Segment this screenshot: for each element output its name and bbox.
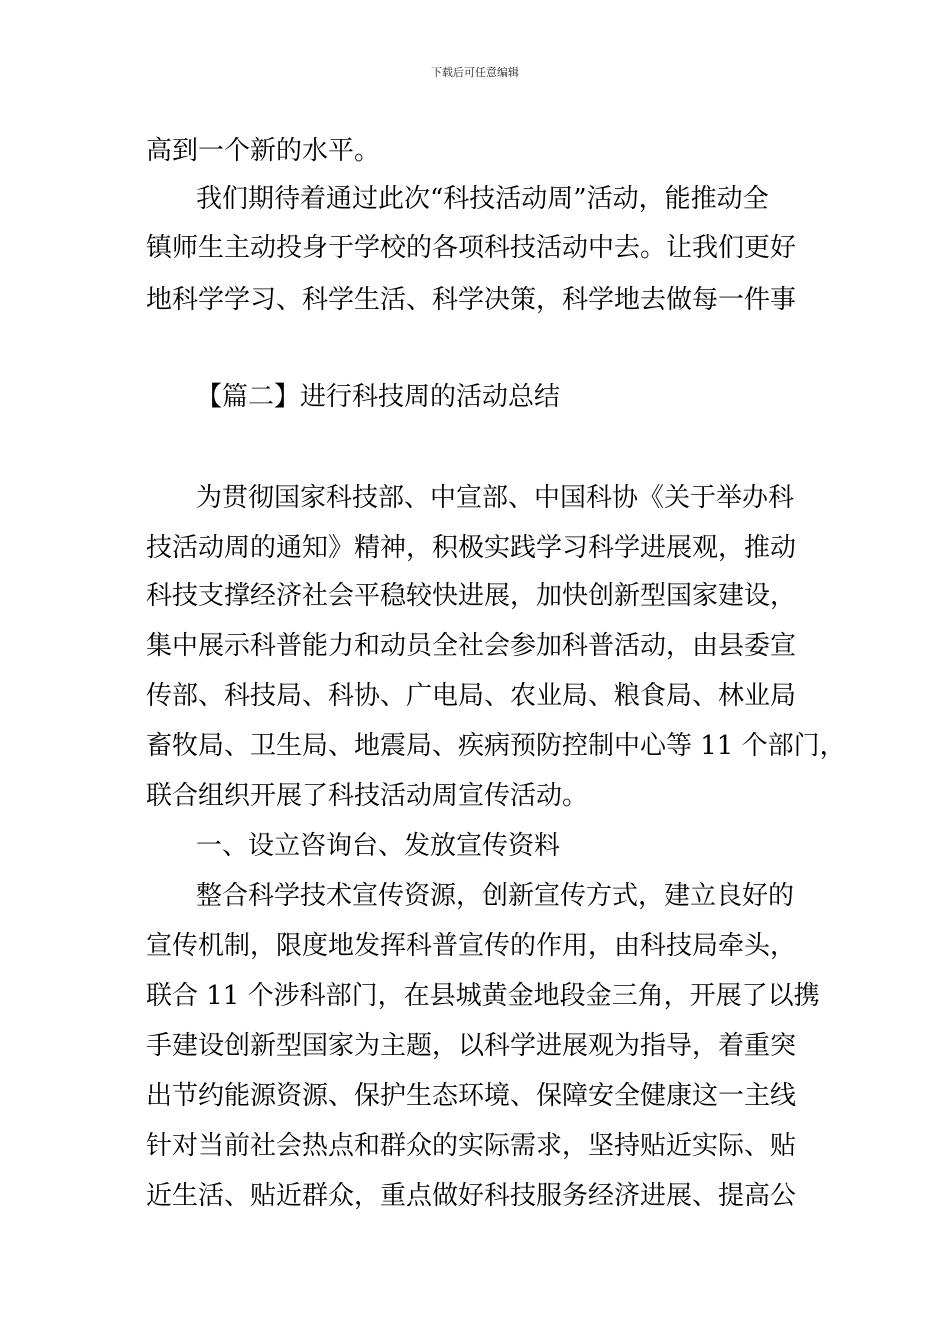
- body-line: 地科学学习、科学生活、科学决策，科学地去做每一件事: [146, 285, 797, 315]
- body-line: 联合 11 个涉科部门，在县城黄金地段金三角，开展了以携: [146, 981, 820, 1011]
- subsection-heading: 一、设立咨询台、发放宣传资料: [196, 831, 561, 861]
- body-line: 我们期待着通过此次“科技活动周”活动，能推动全: [196, 184, 769, 214]
- body-line: 集中展示科普能力和动员全社会参加科普活动，由县委宣: [146, 631, 797, 661]
- body-line: 联合组织开展了科技活动周宣传活动。: [146, 781, 589, 811]
- body-line: 传部、科技局、科协、广电局、农业局、粮食局、林业局: [146, 681, 797, 711]
- body-line: 宣传机制，限度地发挥科普宣传的作用，由科技局牵头，: [146, 931, 797, 961]
- body-line: 近生活、贴近群众，重点做好科技服务经济进展、提高公: [146, 1181, 797, 1211]
- body-line: 出节约能源资源、保护生态环境、保障安全健康这一主线: [146, 1081, 797, 1111]
- section-heading: 【篇二】进行科技周的活动总结: [196, 382, 561, 412]
- body-line: 技活动周的通知》精神，积极实践学习科学进展观，推动: [146, 533, 797, 563]
- body-line: 高到一个新的水平。: [146, 136, 381, 166]
- body-line: 科技支撑经济社会平稳较快进展，加快创新型国家建设，: [146, 581, 797, 611]
- body-line: 为贯彻国家科技部、中宣部、中国科协《关于举办科: [196, 483, 795, 513]
- body-line: 手建设创新型国家为主题，以科学进展观为指导，着重突: [146, 1031, 797, 1061]
- body-line: 整合科学技术宣传资源，创新宣传方式，建立良好的: [196, 881, 795, 911]
- page-header: 下载后可任意编辑: [431, 66, 519, 79]
- body-line: 畜牧局、卫生局、地震局、疾病预防控制中心等 11 个部门，: [146, 731, 846, 761]
- body-line: 镇师生主动投身于学校的各项科技活动中去。让我们更好: [146, 233, 797, 263]
- body-line: 针对当前社会热点和群众的实际需求，坚持贴近实际、贴: [146, 1131, 797, 1161]
